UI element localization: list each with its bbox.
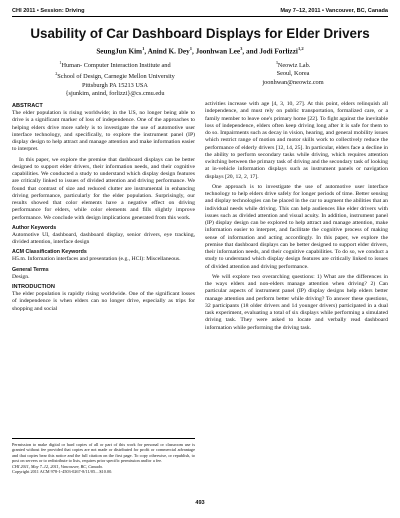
body-paragraph: We will explore two overarching questions: 1) What are the differences in the ways elders and non-elders manage attention when driving? 2) Can particular aspects of instrument panel (IP) display designs help elders better manage attention and perform better while driving? To answer these questions, 32 participants (18 older drivers and 14 younger drivers) participated in a dual task experiment, evaluating a total of six displays while performing a simulated driving task. They were asked to locate and verbally read dashboard information while performing the driving task. (205, 273, 388, 331)
author-name: SeungJun Kim (96, 47, 143, 56)
author-name: Anind K. Dey (147, 47, 190, 56)
running-head (12, 8, 388, 17)
abstract-heading: ABSTRACT (12, 103, 43, 109)
affiliation-email: joonhwan@neowiz.com (262, 78, 324, 86)
running-head-right: May 7–12, 2011 • Vancouver, BC, Canada (280, 8, 388, 14)
author-name: Joonhwan Lee (195, 47, 241, 56)
author-affiliation-mark: 1,2 (297, 46, 304, 51)
acm-classification-heading: ACM Classification Keywords (12, 249, 87, 256)
permission-notice (12, 438, 195, 474)
affiliation-cmu (40, 59, 190, 98)
affiliation-email: {sjunkim, anind, forlizzi}@cs.cmu.edu (65, 90, 165, 98)
introduction-paragraph: The elder population is rapidly rising worldwide. One of the significant losses of independence is when elders can no longer drive, especially as trips for shopping and social (12, 291, 195, 312)
abstract-paragraph: The elder population is rising worldwide; in the US, no longer being able to drive is a significant marker of loss of independence. One of the approaches to helping elders drive more safely is to investigate the use of automotive user interface technology, and specifically, to explore the instrument panel (IP) display design to help attract and manage attention and make information easier to interpret. (12, 110, 195, 153)
introduction-heading: INTRODUCTION (12, 283, 55, 290)
affiliation-line: Seoul, Korea (276, 70, 310, 78)
affiliation-line: $^3$Neowiz Lab. (275, 60, 311, 70)
conference-line: CHI 2011, May 7–12, 2011, Vancouver, BC, Canada. (12, 463, 103, 469)
author-separator: , (192, 47, 196, 56)
affiliation-line: $^1$Human- Computer Interaction Institute and (59, 60, 171, 70)
right-column (205, 101, 388, 335)
acm-classification-text: H5.m. Information interfaces and presentation (e.g., HCI): Miscellaneous. (12, 256, 181, 263)
author-name: Jodi Forlizzi (259, 47, 298, 56)
keywords-text: Automotive UI, dashboard, dashboard display, senior drivers, eye tracking, divided attention, interface design (12, 231, 195, 246)
copyright-line: Copyright 2011 ACM 978-1-4503-0267-8/11/05....$10.00. (12, 469, 113, 475)
general-terms-text: Design. (12, 273, 30, 280)
author-separator: , and (242, 47, 260, 56)
body-paragraph: activities increase with age [4, 3, 10, 27]. At this point, elders relinquish all independence, and must rely on public transportation, formalized care, or a family member to leave one's primary home [22]. To fight against the inevitable loss of independence, elders often keep driving long after it is safe for them to do so. Impairments such as decay in vision, hearing, and general mobility issues which restrict range of motion and motor skills work to collectively reduce the performance of elderly drivers [12, 14, 25]. In particular, elders face a decline in the ability to perform secondary tasks while driving, which requires attention switching between the primary task of driving and the secondary task of looking at in-vehicle information displays such as instrument panels or navigation displays [20, 12, 2, 17]. (205, 101, 388, 180)
abstract-paragraph: In this paper, we explore the premise that dashboard displays can be better designed to support elder drivers, their information needs, and their cognitive capabilities. We conducted a study to understand which display design features are critically linked to issues of divided attention and driving performance. We found that contrast of size and reduced clutter are instrumental in enhancing driving performance, particularly for the elder population. Surprisingly, our results showed that color elements have a negative effect on driving performance for elders, while color elements and fills slightly improve performance. We conclude with design implications generated from this work. (12, 156, 195, 221)
page-number: 493 (195, 500, 205, 506)
author-separator: , (144, 47, 148, 56)
author-list (0, 46, 400, 55)
left-column (12, 101, 195, 316)
author-affiliation-mark: 1 (142, 46, 145, 51)
paper-title: Usability of Car Dashboard Displays for Elder Drivers (30, 26, 370, 41)
general-terms-heading: General Terms (12, 266, 49, 273)
affiliation-neowiz (228, 59, 358, 87)
author-affiliation-mark: 3 (240, 46, 243, 51)
author-affiliation-mark: 1 (189, 46, 192, 51)
permission-text: Permission to make digital or hard copies of all or part of this work for personal or classroom use is granted without fee provided that copies are not made or distributed for profit or commercial advantage and that copies bear this notice and the full citation on the first page. To copy otherwise, or republish, to post on servers or to redistribute to lists, requires prior specific permission and/or a fee. (12, 442, 195, 464)
body-paragraph: One approach is to investigate the use of automotive user interface technology to help elders drive safely for longer periods of time. Better sensing and display technologies can be placed in the car to augment the abilities that an individual needs while driving. This can help audiences like elder drivers with issues such as divided attention and visual acuity. In addition, instrument panel (IP) display design can be explored to help attract and manage attention, make information easier to interpret, and facilitate the cognitive process of making sense of information and acting accordingly. In this paper, we explore the premise that dashboard displays can be better designed to support elder drivers, their information needs, and their cognitive capabilities. To do so, we conduct a study to understand which display design features are critically linked to issues of divided attention and driving performance. (205, 183, 388, 270)
running-head-left: CHI 2011 • Session: Driving (12, 8, 85, 14)
keywords-heading: Author Keywords (12, 224, 57, 231)
affiliation-line: Pittsburgh PA 15213 USA (82, 81, 148, 89)
affiliation-line: $^2$School of Design, Carnegie Mellon University (55, 71, 175, 81)
